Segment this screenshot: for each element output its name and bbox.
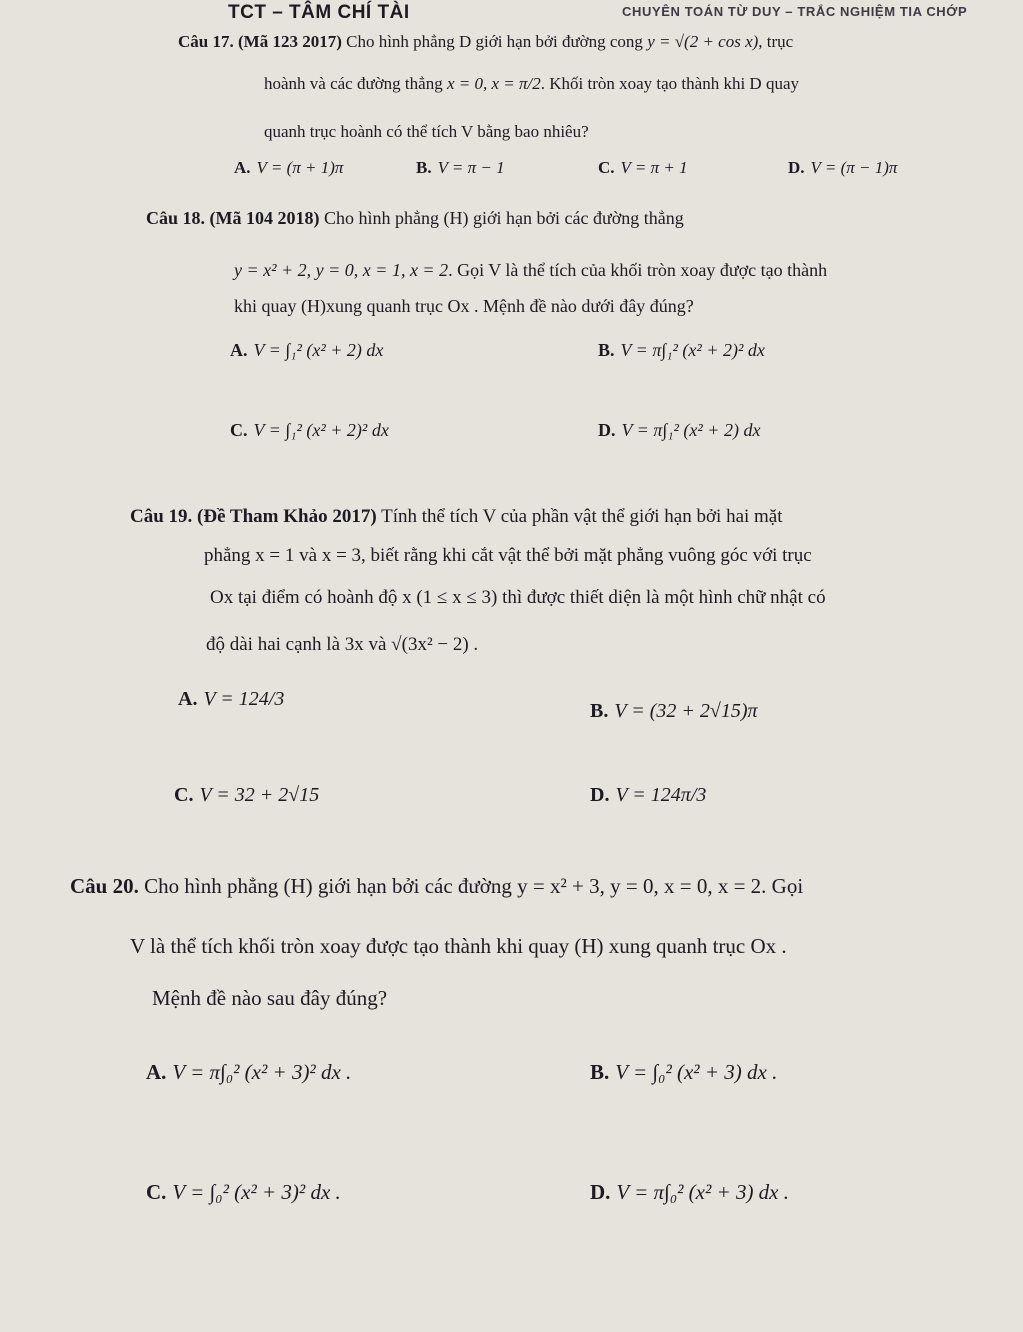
option-label: B.	[416, 158, 432, 177]
q19-option-c[interactable]	[174, 784, 319, 807]
option-label: D.	[590, 784, 610, 806]
q17-line1	[178, 32, 793, 52]
option-expr: V = (32 + 2√15)π	[614, 700, 758, 722]
option-expr: V = ∫₁² (x² + 2)² dx	[253, 420, 389, 440]
q17-line2-end: . Khối tròn xoay tạo thành khi D quay	[540, 74, 799, 93]
q17-option-a[interactable]	[234, 158, 343, 178]
option-label: B.	[590, 1060, 610, 1084]
q19-stem-text: Tính thể tích V của phần vật thể giới hạn bởi hai mặt	[381, 506, 783, 527]
option-expr: V = (π + 1)π	[256, 158, 344, 177]
q18-option-b[interactable]	[598, 340, 765, 361]
q18-line1	[146, 208, 684, 229]
q17-stem-text: Cho hình phẳng D giới hạn bởi đường cong	[346, 32, 643, 51]
q17-option-c[interactable]	[598, 158, 688, 178]
q17-lines: x = 0, x = π/2	[446, 74, 541, 93]
q17-option-d[interactable]	[788, 158, 897, 178]
option-expr: V = π∫₀² (x² + 3) dx .	[616, 1180, 790, 1204]
q18-line3: khi quay (H)xung quanh trục Ox . Mệnh đề nào dưới đây đúng?	[234, 296, 694, 316]
q18-source: (Mã 104 2018)	[209, 208, 320, 228]
q20-option-d[interactable]	[590, 1180, 789, 1205]
option-label: C.	[146, 1180, 167, 1204]
q20-line1	[70, 874, 803, 899]
q18-stem-text: Cho hình phẳng (H) giới hạn bởi các đường thẳng	[324, 208, 684, 228]
option-expr: V = 32 + 2√15	[199, 784, 320, 806]
q17-curve: y = √(2 + cos x)	[647, 32, 759, 51]
q18-option-a[interactable]	[230, 340, 383, 361]
option-expr: V = π∫₀² (x² + 3)² dx .	[172, 1060, 352, 1084]
q18-option-c[interactable]	[230, 420, 389, 441]
q18-line2-text: . Gọi V là thể tích của khối tròn xoay được tạo thành	[448, 260, 828, 280]
q18-option-d[interactable]	[598, 420, 760, 441]
q17-label: Câu 17.	[178, 32, 234, 51]
q17-line2-text: hoành và các đường thẳng	[264, 74, 443, 93]
q20-option-b[interactable]	[590, 1060, 777, 1085]
option-expr: V = π − 1	[437, 158, 505, 177]
option-label: A.	[230, 340, 248, 360]
option-expr: V = π + 1	[620, 158, 688, 177]
q20-label: Câu 20.	[70, 874, 139, 898]
q17-line3: quanh trục hoành có thể tích V bằng bao nhiêu?	[264, 122, 589, 141]
option-expr: V = ∫₀² (x² + 3)² dx .	[172, 1180, 341, 1204]
q19-line2: phẳng x = 1 và x = 3, biết rằng khi cắt vật thể bởi mặt phẳng vuông góc với trục	[204, 545, 812, 566]
q17-option-b[interactable]	[416, 158, 505, 178]
option-expr: V = (π − 1)π	[810, 158, 898, 177]
option-label: D.	[590, 1180, 611, 1204]
q19-option-a[interactable]	[178, 688, 284, 711]
option-label: A.	[234, 158, 251, 177]
header-author: TCT – TÂM CHÍ TÀI	[228, 2, 410, 23]
q20-line3: Mệnh đề nào sau đây đúng?	[152, 986, 388, 1010]
q20-option-a[interactable]	[146, 1060, 351, 1085]
option-label: C.	[174, 784, 194, 806]
option-label: A.	[146, 1060, 167, 1084]
option-expr: V = π∫₁² (x² + 2)² dx	[620, 340, 765, 360]
header-series: CHUYÊN TOÁN TỪ DUY – TRẮC NGHIỆM TIA CHỚP	[622, 4, 968, 19]
q19-line3: Ox tại điểm có hoành độ x (1 ≤ x ≤ 3) thì được thiết diện là một hình chữ nhật có	[210, 587, 826, 608]
q18-label: Câu 18.	[146, 208, 206, 228]
q18-line2	[234, 260, 827, 281]
option-label: C.	[230, 420, 248, 440]
option-label: B.	[590, 700, 609, 722]
q19-label: Câu 19.	[130, 506, 193, 527]
q19-line4: độ dài hai cạnh là 3x và √(3x² − 2) .	[206, 634, 479, 655]
q20-line2: V là thể tích khối tròn xoay được tạo thành khi quay (H) xung quanh trục Ox .	[130, 934, 787, 958]
q17-line2	[264, 74, 799, 94]
q19-line1	[130, 506, 783, 528]
option-expr: V = 124π/3	[615, 784, 707, 806]
option-expr: V = ∫₁² (x² + 2) dx	[253, 340, 384, 360]
q17-stem-end: , trục	[758, 32, 794, 51]
q19-option-b[interactable]	[590, 700, 758, 723]
option-label: B.	[598, 340, 615, 360]
option-label: D.	[788, 158, 805, 177]
option-expr: V = π∫₁² (x² + 2) dx	[621, 420, 761, 440]
option-expr: V = ∫₀² (x² + 3) dx .	[615, 1060, 778, 1084]
option-expr: V = 124/3	[203, 688, 285, 710]
q20-stem-text: Cho hình phẳng (H) giới hạn bởi các đường y = x² + 3, y = 0, x = 0, x = 2. Gọi	[144, 874, 804, 898]
option-label: A.	[178, 688, 198, 710]
option-label: D.	[598, 420, 616, 440]
q20-option-c[interactable]	[146, 1180, 341, 1205]
option-label: C.	[598, 158, 615, 177]
q19-option-d[interactable]	[590, 784, 706, 807]
q17-source: (Mã 123 2017)	[237, 32, 342, 51]
q18-equations: y = x² + 2, y = 0, x = 1, x = 2	[234, 260, 449, 280]
q19-source: (Đề Tham Khảo 2017)	[197, 506, 377, 527]
